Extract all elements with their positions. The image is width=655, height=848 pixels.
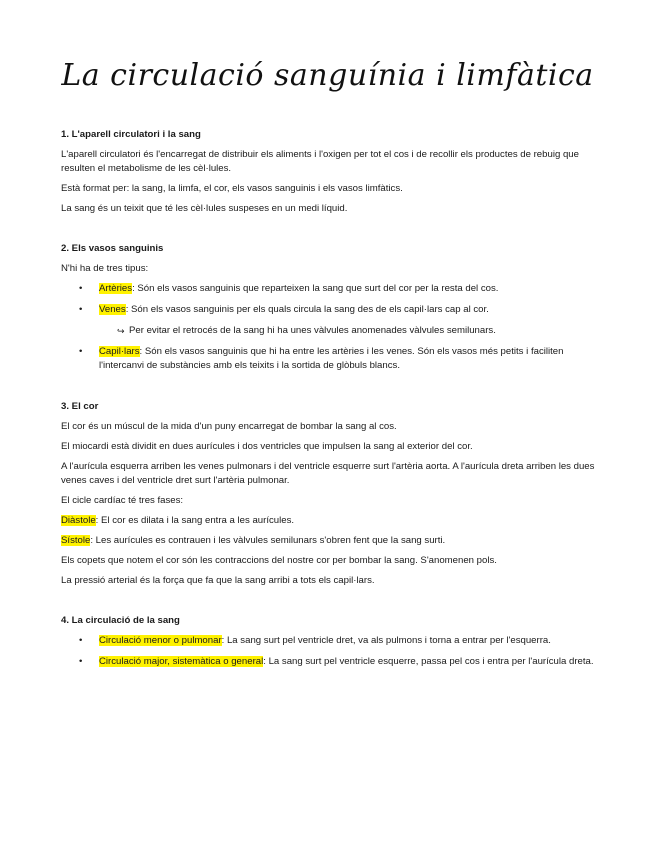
list-item	[61, 282, 601, 296]
list-item-text: : Són els vasos sanguinis per els quals circula la sang des de els capil·lars cap al cor.	[125, 304, 489, 315]
paragraph: El cicle cardíac té tres fases:	[61, 495, 184, 506]
section-heading: 3. El cor	[61, 401, 99, 412]
paragraph: L'aparell circulatori és l'encarregat de distribuir els aliments i l'oxigen per tot el cos i de recollir els productes de rebuig que resulten el metabolisme de les cèl·lules.	[61, 149, 579, 174]
list-item-text: : La sang surt pel ventricle dret, va als pulmons i torna a entrar per l'esquerra.	[221, 635, 551, 646]
highlighted-term: Circulació major, sistemàtica o general	[99, 656, 264, 667]
bullet-icon: •	[79, 283, 83, 294]
list-item	[61, 345, 601, 373]
phase-text: : El cor es dilata i la sang entra a les aurícules.	[95, 515, 295, 526]
highlighted-term: Diàstole	[61, 515, 96, 526]
paragraph: Està format per: la sang, la limfa, el cor, els vasos sanguinis i els vasos limfàtics.	[61, 183, 403, 194]
phase-line	[61, 534, 601, 548]
phase-text: : Les aurícules es contrauen i les vàlvules semilunars s'obren fent que la sang surti.	[90, 535, 446, 546]
sub-note	[61, 324, 601, 338]
paragraph: Els copets que notem el cor són les contraccions del nostre cor per bombar la sang. S'anomenen pols.	[61, 555, 497, 566]
list-item	[61, 303, 601, 317]
highlighted-term: Circulació menor o pulmonar	[99, 635, 222, 646]
list-item	[61, 655, 601, 669]
highlighted-term: Artèries	[99, 283, 133, 294]
section-circulatory-system	[61, 128, 601, 216]
phase-line	[61, 514, 601, 528]
list-item	[61, 634, 601, 648]
bullet-icon: •	[79, 656, 83, 667]
section-heading: 2. Els vasos sanguinis	[61, 243, 164, 254]
section-heading: 4. La circulació de la sang	[61, 615, 180, 626]
sub-note-text: Per evitar el retrocés de la sang hi ha unes vàlvules anomenades vàlvules semilunars.	[129, 325, 496, 336]
paragraph: A l'aurícula esquerra arriben les venes pulmonars i del ventricle esquerre surt l'artèria aorta. A l'aurícula dreta arriben les dues venes caves i del ventricle dret surt l'artèria pulmonar.	[61, 461, 595, 486]
list-item-text: : Són els vasos sanguinis que hi ha entre les artèries i les venes. Són els vasos més petits i faciliten l'intercanvi de substàncies amb els teixits i la sortida de glòbuls blancs.	[99, 346, 564, 371]
paragraph: El miocardi està dividit en dues aurícules i dos ventricles que impulsen la sang al exterior del cor.	[61, 441, 473, 452]
paragraph: El cor és un múscul de la mida d'un puny encarregat de bombar la sang al cos.	[61, 421, 397, 432]
bullet-icon: •	[79, 635, 83, 646]
paragraph: La pressió arterial és la força que fa que la sang arribi a tots els capil·lars.	[61, 575, 375, 586]
highlighted-term: Venes	[99, 304, 126, 315]
bullet-icon: •	[79, 346, 83, 357]
vessel-type-list	[61, 282, 601, 373]
paragraph: La sang és un teixit que té les cèl·lules suspeses en un medi líquid.	[61, 203, 348, 214]
page-title: La circulació sanguínia i limfàtica	[61, 58, 594, 93]
bullet-icon: •	[79, 304, 83, 315]
highlighted-term: Capil·lars	[99, 346, 140, 357]
section-heading: 1. L'aparell circulatori i la sang	[61, 129, 201, 140]
list-item-text: : La sang surt pel ventricle esquerre, passa pel cos i entra per l'aurícula dreta.	[263, 656, 594, 667]
highlighted-term: Sístole	[61, 535, 91, 546]
section-blood-circulation	[61, 614, 601, 669]
list-item-text: : Són els vasos sanguinis que reparteixen la sang que surt del cor per la resta del cos.	[132, 283, 499, 294]
section-heart	[61, 400, 601, 588]
document-body	[61, 128, 601, 676]
section-blood-vessels	[61, 242, 601, 373]
paragraph: N'hi ha de tres tipus:	[61, 263, 149, 274]
return-arrow-icon: ↪	[117, 326, 125, 336]
circulation-list	[61, 634, 601, 669]
